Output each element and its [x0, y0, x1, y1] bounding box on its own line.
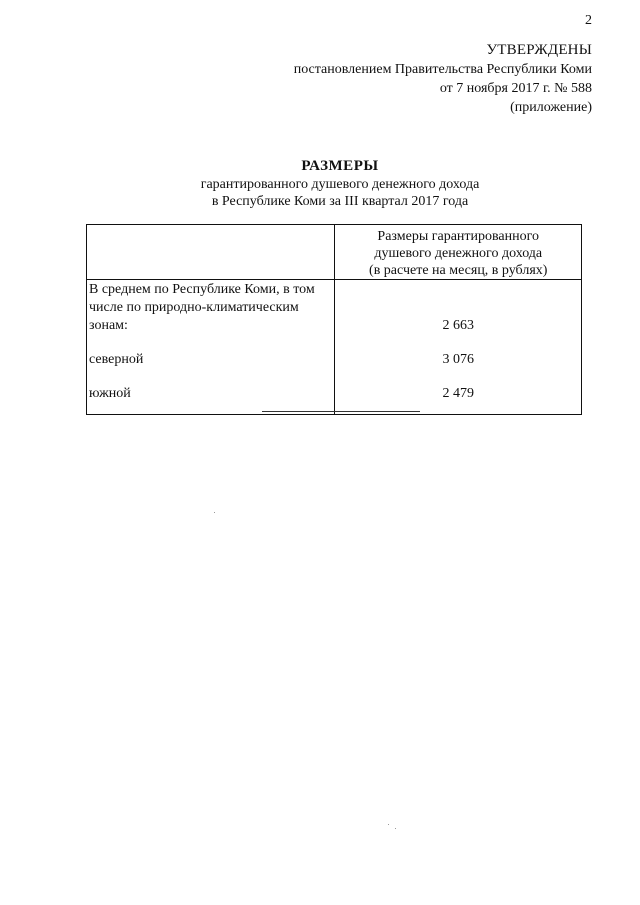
value-northern: 3 076: [442, 352, 474, 367]
table-cell-label: [87, 351, 335, 385]
table-row-average: [87, 280, 582, 352]
label-northern: северной: [89, 352, 144, 367]
header-line-2: душевого денежного дохода: [374, 246, 543, 261]
table-cell-value: [335, 280, 582, 352]
approval-line-date: от 7 ноября 2017 г. № 588: [439, 81, 592, 96]
approval-stamp: [294, 41, 592, 117]
label-line-1: В среднем по Республике Коми, в том: [89, 282, 315, 297]
approval-title: УТВЕРЖДЕНЫ: [486, 42, 592, 58]
table-row-northern: [87, 351, 582, 385]
value-southern: 2 479: [442, 386, 474, 401]
document-subtitle-line-1: гарантированного душевого денежного дохода: [200, 177, 480, 192]
label-southern: южной: [89, 386, 131, 401]
scan-speck: [395, 828, 396, 829]
document-title: РАЗМЕРЫ: [301, 158, 379, 174]
label-line-3: зонам:: [89, 318, 128, 333]
header-line-3: (в расчете на месяц, в рублях): [369, 263, 548, 278]
page-number: 2: [585, 13, 592, 28]
table-header-empty-cell: [87, 225, 335, 280]
table-cell-label: [87, 280, 335, 352]
table-header-row: [87, 225, 582, 280]
label-line-2: числе по природно-климатическим: [89, 300, 299, 315]
scan-speck: [388, 824, 389, 825]
scan-speck: [214, 512, 215, 513]
income-table: [86, 224, 582, 415]
document-subtitle-line-2: в Республике Коми за III квартал 2017 года: [211, 194, 469, 209]
table-header-income-size: [335, 225, 582, 280]
header-line-1: Размеры гарантированного: [377, 229, 540, 244]
end-divider: [262, 411, 420, 412]
table-cell-value: [335, 351, 582, 385]
approval-line-decree: постановлением Правительства Республики Коми: [293, 62, 592, 77]
approval-line-appendix: (приложение): [510, 100, 592, 115]
value-average: 2 663: [442, 318, 474, 333]
document-heading: [60, 157, 620, 210]
